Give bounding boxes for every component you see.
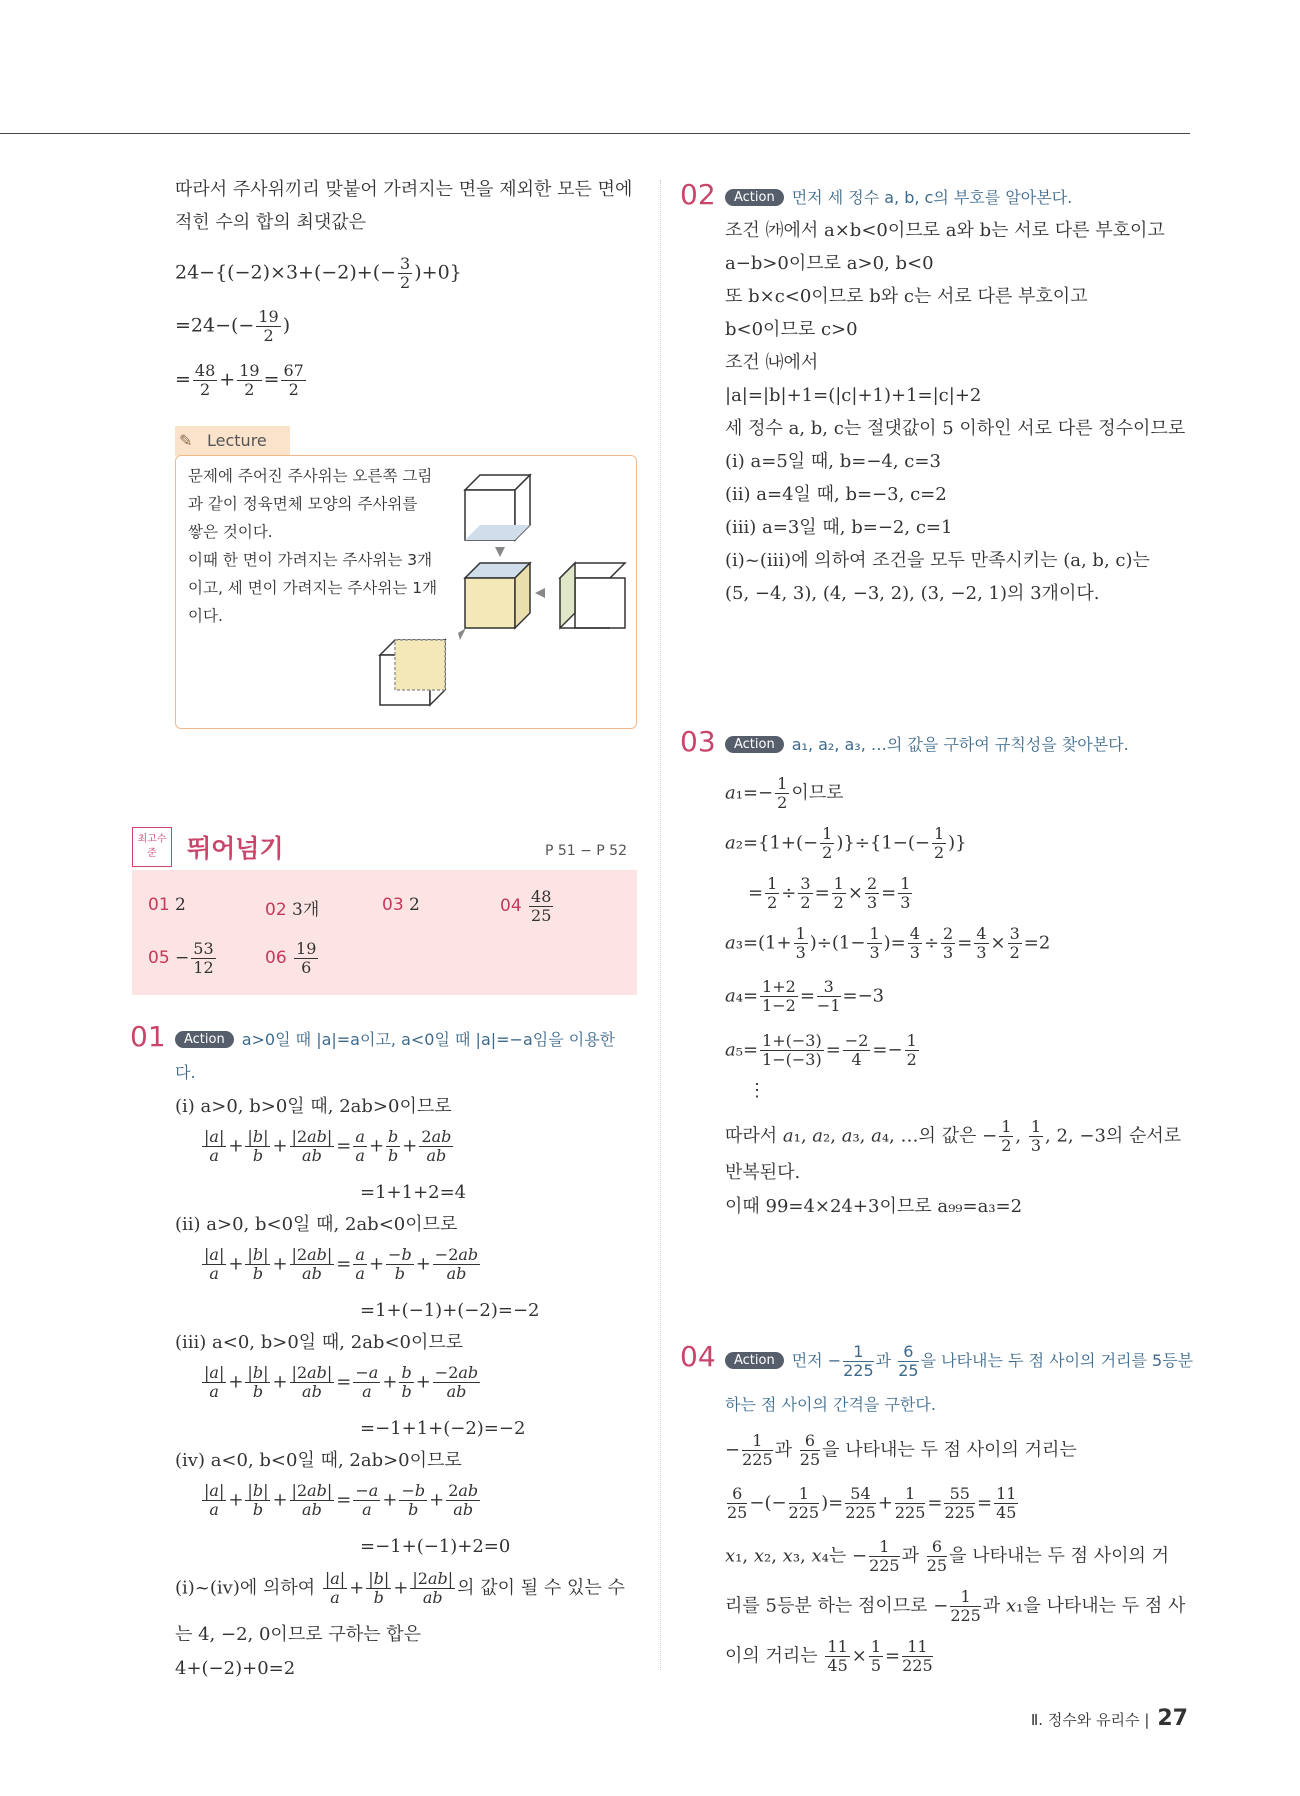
section-title: 뛰어넘기 [187,834,284,863]
action-tag: Action [725,189,784,206]
answer-03: 03 2 [382,895,420,915]
q04-line-4: 리를 5등분 하는 점이므로 − $\frac{1}{225}$ 과 x₁을 나타내는 두 점 사 [725,1587,1186,1625]
q01-case-3-eq: $\frac{|a|}{a}$ + $\frac{|b|}{b}$ + $\frac{|2ab|}{ab}$ = $\frac{-a}{a}$ + $\frac{b}{b}$ + $\frac{-2ab}{ab}$ [204,1363,479,1401]
lecture-line: 쌓은 것이다. [188,523,273,541]
answer-04: 04 $\frac{48}{25}$ [500,887,552,925]
q03-conclusion-3: 이때 99=4×24+3이므로 a₉₉=a₃=2 [725,1196,1023,1217]
q02-line: |a|=|b|+1=(|c|+1)+1=|c|+2 [725,385,982,406]
lecture-line: 이다. [188,607,223,625]
q01-case-2: (ⅱ) a>0, b<0일 때, 2ab<0이므로 [175,1214,458,1235]
page-number: 27 [1157,1706,1188,1731]
q01-case-4: (ⅳ) a<0, b<0일 때, 2ab>0이므로 [175,1450,462,1471]
section-badge: 최고수준 [132,827,172,867]
lecture-line: 과 같이 정육면체 모양의 주사위를 [188,495,418,513]
q02-line: 조건 ㈏에서 [725,352,819,373]
q02-line: 또 b×c<0이므로 b와 c는 서로 다른 부호이고 [725,286,1088,307]
q01-hint-2: 다. [175,1063,196,1082]
q03-number: 03 [680,725,716,758]
q01-case-1-eq: $\frac{|a|}{a}$ + $\frac{|b|}{b}$ + $\frac{|2ab|}{ab}$ = $\frac{a}{a}$ + $\frac{b}{b}$ + $\frac{2ab}{ab}$ [204,1127,452,1165]
footer-section: Ⅱ. 정수와 유리수 [1030,1711,1140,1729]
q01-case-4-result: =−1+(−1)+2=0 [360,1536,511,1557]
q04-line-5: 이의 거리는 $\frac{11}{45}$ × $\frac{1}{5}$ = $\frac{11}{225}$ [725,1637,933,1675]
q01-hint: Action a>0일 때 |a|=a이고, a<0일 때 |a|=−a임을 이용한 [175,1027,615,1050]
q01-case-2-eq: $\frac{|a|}{a}$ + $\frac{|b|}{b}$ + $\frac{|2ab|}{ab}$ = $\frac{a}{a}$ + $\frac{-b}{b}$ + $\frac{-2ab}{ab}$ [204,1245,479,1283]
q03-a4: a₄= $\frac{1+2}{1-2}$ = $\frac{3}{-1}$ =−3 [725,977,885,1015]
q01-case-3: (ⅲ) a<0, b>0일 때, 2ab<0이므로 [175,1332,464,1353]
q02-line: (ⅰ)~(ⅲ)에 의하여 조건을 모두 만족시키는 (a, b, c)는 [725,550,1150,571]
lecture-line: 이고, 세 면이 가려지는 주사위는 1개 [188,579,438,597]
q04-hint: Action 먼저 − $\frac{1}{225}$ 과 $\frac{6}{25}$ 을 나타내는 두 점 사이의 거리를 5등분 [725,1343,1193,1380]
lecture-line: 문제에 주어진 주사위는 오른쪽 그림 [188,467,433,485]
q03-a5: a₅= $\frac{1+(-3)}{1-(-3)}$ = $\frac{-2}{4}$ =− $\frac{1}{2}$ [725,1031,917,1069]
q01-number: 01 [130,1020,166,1053]
q01-conclusion-3: 4+(−2)+0=2 [175,1658,296,1679]
answer-05: 05 − $\frac{53}{12}$ [148,939,214,977]
q01-case-1-result: =1+1+2=4 [360,1182,467,1203]
q03-a1: a₁=− $\frac{1}{2}$ 이므로 [725,774,844,812]
q04-line-2: $\frac{6}{25}$ −(− $\frac{1}{225}$ )= $\frac{54}{225}$ + $\frac{1}{225}$ = $\frac{55}{225}$ = $\frac{11}{45}$ [727,1484,1017,1522]
q02-line: (ⅲ) a=3일 때, b=−2, c=1 [725,517,953,538]
answer-01: 01 2 [148,895,186,915]
q02-line: (ⅰ) a=5일 때, b=−4, c=3 [725,451,941,472]
q04-hint-2: 하는 점 사이의 간격을 구한다. [725,1395,936,1414]
q01-case-3-result: =−1+1+(−2)=−2 [360,1418,526,1439]
answer-06: 06 $\frac{19}{6}$ [265,939,317,977]
q03-conclusion-2: 반복된다. [725,1162,801,1183]
calc-line-3: = $\frac{48}{2}$ + $\frac{19}{2}$ = $\frac{67}{2}$ [175,361,304,399]
action-tag: Action [725,736,784,753]
intro-line-2: 적힌 수의 합의 최댓값은 [175,212,367,233]
lecture-label: Lecture [207,431,267,450]
q04-line-3: x₁, x₂, x₃, x₄는 − $\frac{1}{225}$ 과 $\frac{6}{25}$ 을 나타내는 두 점 사이의 거 [725,1537,1169,1575]
q01-case-2-result: =1+(−1)+(−2)=−2 [360,1300,540,1321]
lecture-tab [175,426,290,456]
q02-number: 02 [680,178,716,211]
action-tag: Action [725,1352,784,1369]
calc-line-2: =24−(− $\frac{19}{2}$ ) [175,307,291,345]
section-header [132,825,637,871]
q03-a2: a₂={1+(− $\frac{1}{2}$ )}÷{1−(− $\frac{1}{2}$ )} [725,824,967,862]
intro-line-1: 따라서 주사위끼리 맞붙어 가려지는 면을 제외한 모든 면에 [175,179,633,200]
q02-line: (5, −4, 3), (4, −3, 2), (3, −2, 1)의 3개이다. [725,583,1100,604]
page-footer: Ⅱ. 정수와 유리수 | 27 [1030,1706,1188,1731]
q02-line: b<0이므로 c>0 [725,319,858,340]
q04-line-1: − $\frac{1}{225}$ 과 $\frac{6}{25}$ 을 나타내는 두 점 사이의 거리는 [725,1431,1077,1469]
pencil-icon: ✎ [179,431,193,450]
q03-vdots: ⋮ [748,1080,766,1101]
q02-line: (ⅱ) a=4일 때, b=−3, c=2 [725,484,947,505]
q01-conclusion-2: 는 4, −2, 0이므로 구하는 합은 [175,1624,421,1645]
action-tag: Action [175,1031,234,1048]
q02-line: 세 정수 a, b, c는 절댓값이 5 이하인 서로 다른 정수이므로 [725,418,1186,439]
calc-line-1: 24−{(−2)×3+(−2)+(− $\frac{3}{2}$ )+0} [175,254,462,292]
q01-case-1: (ⅰ) a>0, b>0일 때, 2ab>0이므로 [175,1096,452,1117]
q02-line: a−b>0이므로 a>0, b<0 [725,253,934,274]
dice-stack-figure [370,465,630,720]
lecture-line: 이때 한 면이 가려지는 주사위는 3개 [188,551,433,569]
q02-line: 조건 ㈎에서 a×b<0이므로 a와 b는 서로 다른 부호이고 [725,220,1165,241]
q03-hint: Action a₁, a₂, a₃, …의 값을 구하여 규칙성을 찾아본다. [725,732,1129,755]
column-divider [660,180,662,1670]
q03-a3: a₃=(1+ $\frac{1}{3}$ )÷(1− $\frac{1}{3}$ )= $\frac{4}{3}$ ÷ $\frac{2}{3}$ = $\frac{4}{3}$ × $\frac{3}{2}$ =2 [725,924,1051,962]
q03-a2-result: = $\frac{1}{2}$ ÷ $\frac{3}{2}$ = $\frac{1}{2}$ × $\frac{2}{3}$ = $\frac{1}{3}$ [748,874,911,912]
q01-conclusion-1: (ⅰ)~(ⅳ)에 의하여 $\frac{|a|}{a}$ + $\frac{|b|}{b}$ + $\frac{|2ab|}{ab}$ 의 값이 될 수 있는 수 [175,1569,625,1607]
section-pages: P 51 − P 52 [544,843,627,859]
q01-case-4-eq: $\frac{|a|}{a}$ + $\frac{|b|}{b}$ + $\frac{|2ab|}{ab}$ = $\frac{-a}{a}$ + $\frac{-b}{b}$ + $\frac{2ab}{ab}$ [204,1481,479,1519]
top-rule [0,133,1190,134]
q03-conclusion-1: 따라서 a₁, a₂, a₃, a₄, …의 값은 − $\frac{1}{2}$ , $\frac{1}{3}$ , 2, −3의 순서로 [725,1117,1182,1155]
q04-number: 04 [680,1340,716,1373]
answer-02: 02 3개 [265,900,320,920]
q02-hint: Action 먼저 세 정수 a, b, c의 부호를 알아본다. [725,185,1072,208]
